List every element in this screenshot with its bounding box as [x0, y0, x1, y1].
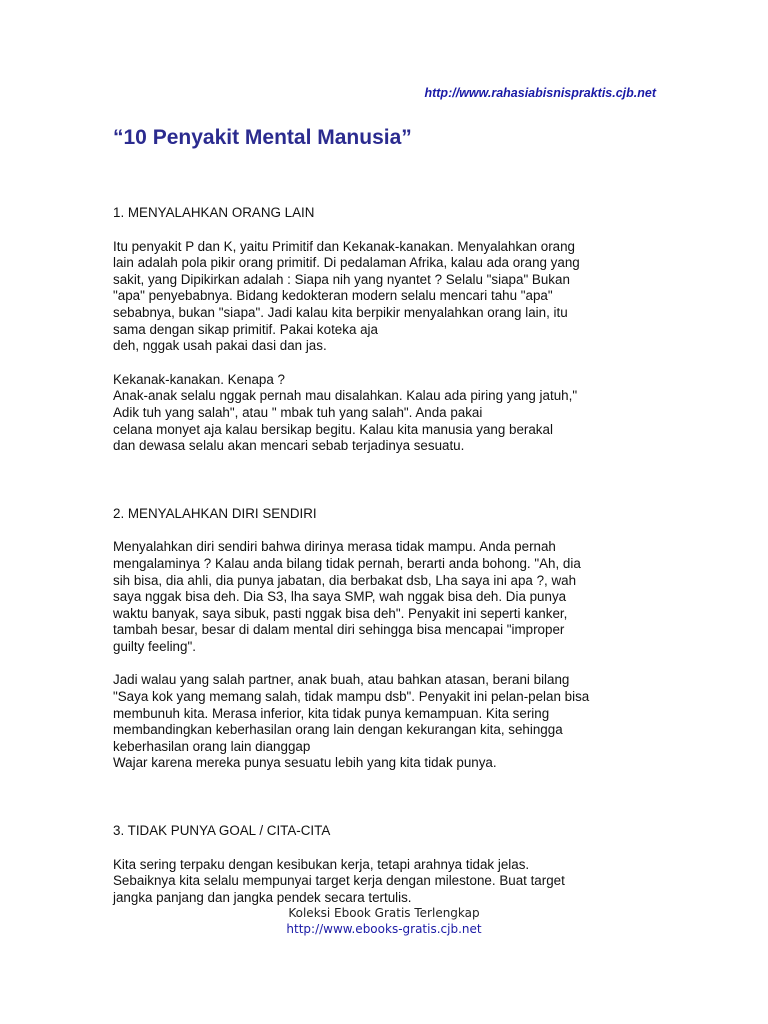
text-line: sakit, yang Dipikirkan adalah : Siapa nih yang nyantet ? Selalu "siapa" Bukan	[113, 271, 570, 287]
text-line: "Saya kok yang memang salah, tidak mampu dsb". Penyakit ini pelan-pelan bisa	[113, 689, 590, 705]
section-3	[113, 823, 658, 906]
text-line: membunuh kita. Merasa inferior, kita tidak punya kemampuan. Kita sering	[113, 705, 550, 721]
text-line: dan dewasa selalu akan mencari sebab terjadinya sesuatu.	[113, 438, 465, 454]
paragraph	[113, 372, 658, 455]
text-line: celana monyet aja kalau bersikap begitu. Kalau kita manusia yang berakal	[113, 421, 553, 437]
text-line: membandingkan keberhasilan orang lain dengan kekurangan kita, sehingga	[113, 722, 563, 738]
text-line: Jadi walau yang salah partner, anak buah, atau bahkan atasan, berani bilang	[113, 672, 570, 688]
page-title: “10 Penyakit Mental Manusia”	[113, 126, 412, 149]
text-line: saya nggak bisa deh. Dia S3, lha saya SMP, wah nggak bisa deh. Dia punya	[113, 589, 567, 605]
text-line: sama dengan sikap primitif. Pakai koteka aja	[113, 321, 378, 337]
text-line: waktu banyak, saya sibuk, pasti nggak bisa deh". Penyakit ini seperti kanker,	[113, 605, 568, 621]
paragraph	[113, 239, 658, 355]
text-line: Kekanak-kanakan. Kenapa ?	[113, 371, 285, 387]
text-line: guilty feeling".	[113, 638, 196, 654]
text-line: deh, nggak usah pakai dasi dan jas.	[113, 338, 327, 354]
paragraph	[113, 539, 658, 655]
text-line: sebabnya, bukan "siapa". Jadi kalau kita berpikir menyalahkan orang lain, itu	[113, 304, 568, 320]
text-line: tambah besar, besar di dalam mental diri sehingga bisa mencapai "improper	[113, 622, 565, 638]
paragraph	[113, 857, 658, 907]
text-line: Wajar karena mereka punya sesuatu lebih yang kita tidak punya.	[113, 755, 497, 771]
paragraph	[113, 672, 658, 772]
text-line: "apa" penyebabnya. Bidang kedokteran modern selalu mencari tahu "apa"	[113, 288, 553, 304]
text-line: jangka panjang dan jangka pendek secara tertulis.	[113, 889, 412, 905]
section-2	[113, 506, 658, 772]
document-body	[113, 205, 658, 906]
section-1	[113, 205, 658, 455]
section-heading: 2. MENYALAHKAN DIRI SENDIRI	[113, 505, 317, 521]
text-line: Anak-anak selalu nggak pernah mau disalahkan. Kalau ada piring yang jatuh,"	[113, 388, 578, 404]
text-line: sih bisa, dia ahli, dia punya jabatan, dia berbakat dsb, Lha saya ini apa ?, wah	[113, 572, 577, 588]
footer-link[interactable]: http://www.ebooks-gratis.cjb.net	[286, 922, 482, 936]
text-line: mengalaminya ? Kalau anda bilang tidak pernah, berarti anda bohong. "Ah, dia	[113, 555, 581, 571]
footer-text: Koleksi Ebook Gratis Terlengkap	[288, 906, 480, 920]
text-line: Sebaiknya kita selalu mempunyai target kerja dengan milestone. Buat target	[113, 873, 565, 889]
text-line: Adik tuh yang salah", atau " mbak tuh yang salah". Anda pakai	[113, 404, 483, 420]
text-line: Kita sering terpaku dengan kesibukan kerja, tetapi arahnya tidak jelas.	[113, 856, 530, 872]
text-line: Itu penyakit P dan K, yaitu Primitif dan Kekanak-kanakan. Menyalahkan orang	[113, 238, 576, 254]
section-heading: 1. MENYALAHKAN ORANG LAIN	[113, 205, 315, 220]
text-line: Menyalahkan diri sendiri bahwa dirinya merasa tidak mampu. Anda pernah	[113, 539, 556, 555]
page-footer	[0, 905, 768, 937]
section-heading: 3. TIDAK PUNYA GOAL / CITA-CITA	[113, 823, 331, 839]
header-url[interactable]: http://www.rahasiabisnispraktis.cjb.net	[424, 86, 656, 100]
text-line: lain adalah pola pikir orang primitif. Di pedalaman Afrika, kalau ada orang yang	[113, 255, 580, 271]
text-line: keberhasilan orang lain dianggap	[113, 738, 311, 754]
